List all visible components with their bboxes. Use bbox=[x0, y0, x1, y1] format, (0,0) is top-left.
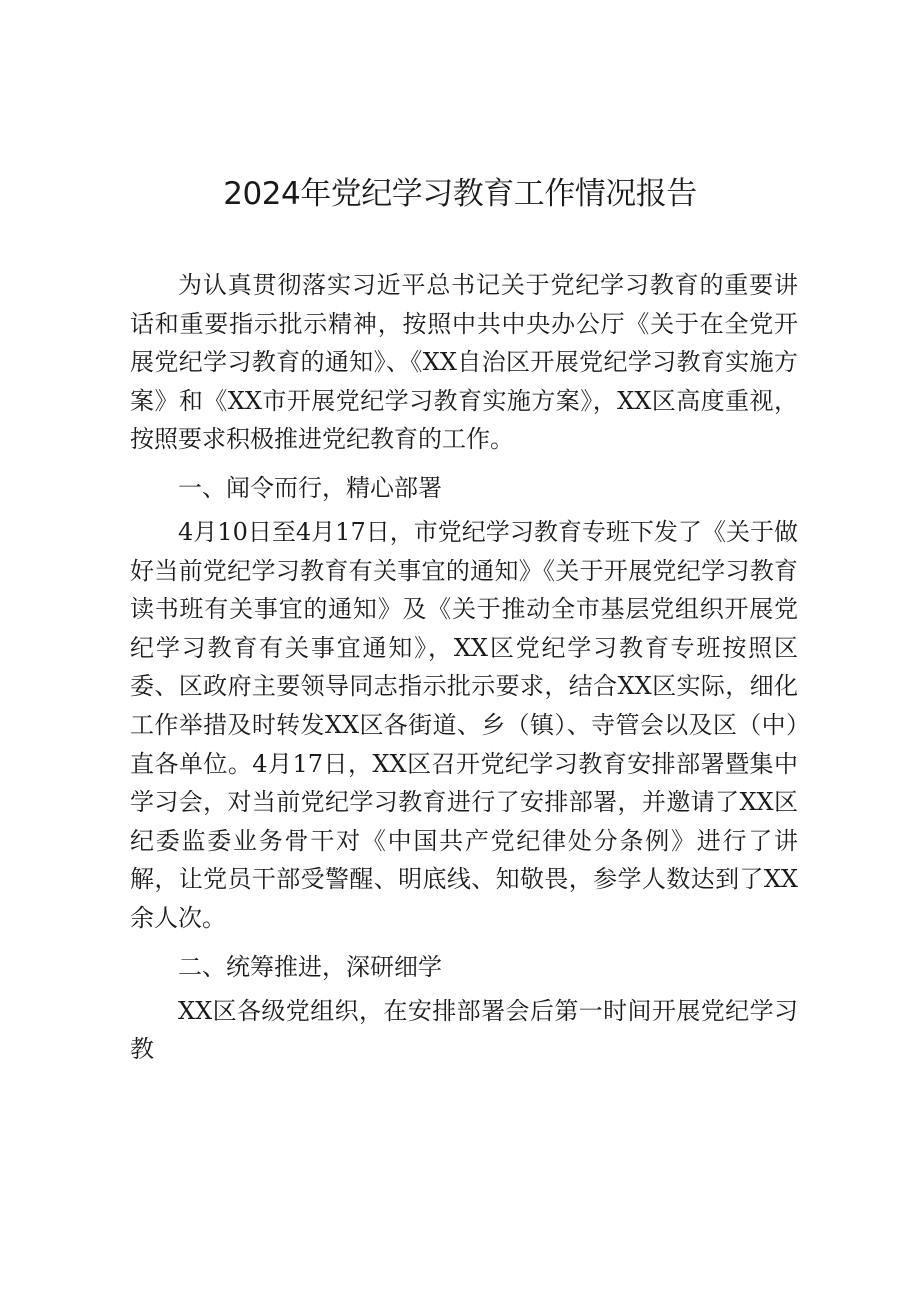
section-1-heading: 一、闻令而行，精心部署 bbox=[178, 473, 442, 502]
section-2-paragraph: XX区各级党组织，在安排部署会后第一时间开展党纪学习教 bbox=[130, 996, 798, 1064]
section-1-paragraph: 4月10日至4月17日，市党纪学习教育专班下发了《关于做好当前党纪学习教育有关事宜的通知》《关于开展党纪学习教育读书班有关事宜的通知》及《关于推动全市基层党组织开展党纪学习教育有关事宜通知》，XX区党纪学习教育专班按照区委、区政府主要领导同志指示批示要求，结合XX区实际，细化工作举措及时转发XX区各街道、乡（镇）、寺管会以及区（中）直各单位。4月17日，XX区召开党纪学习教育安排部署暨集中学习会，对当前党纪学习教育进行了安排部署，并邀请了XX区纪委监委业务骨干对《中国共产党纪律处分条例》进行了讲解，让党员干部受警醒、明底线、知敬畏，参学人数达到了XX余人次。 bbox=[130, 517, 798, 932]
document-title: 2024年党纪学习教育工作情况报告 bbox=[223, 176, 697, 212]
document-body bbox=[130, 266, 798, 1069]
intro-paragraph: 为认真贯彻落实习近平总书记关于党纪学习教育的重要讲话和重要指示批示精神，按照中共中央办公厅《关于在全党开展党纪学习教育的通知》、《XX自治区开展党纪学习教育实施方案》和《XX市开展党纪学习教育实施方案》，XX区高度重视，按照要求积极推进党纪教育的工作。 bbox=[130, 271, 798, 454]
section-2-heading: 二、统筹推进，深研细学 bbox=[178, 952, 442, 981]
